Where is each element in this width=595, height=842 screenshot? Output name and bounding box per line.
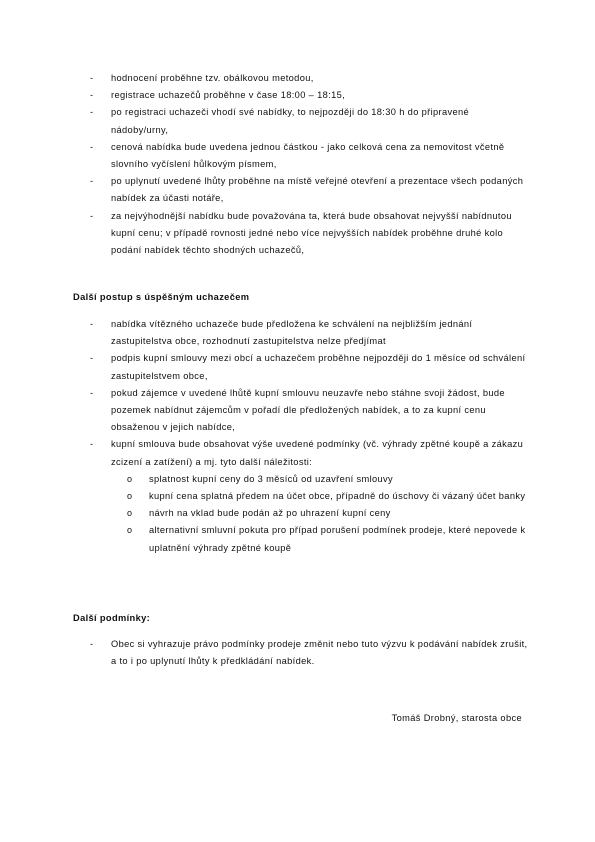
sublist-item bbox=[111, 488, 529, 505]
sublist-item-text: alternativní smluvní pokuta pro případ porušení podmínek prodeje, které nepovede k uplatnění výhrady zpětné koupě bbox=[149, 525, 526, 553]
circle-bullet: o bbox=[127, 508, 133, 519]
list-item bbox=[73, 139, 529, 173]
next-steps-list bbox=[73, 316, 529, 557]
dash-bullet: - bbox=[90, 353, 94, 364]
contract-requirements-sublist bbox=[111, 471, 529, 557]
section-heading-next-steps: Další postup s úspěšným uchazečem bbox=[73, 292, 250, 302]
sublist-item-text: splatnost kupní ceny do 3 měsíců od uzavření smlouvy bbox=[149, 473, 394, 484]
list-item bbox=[73, 350, 529, 384]
circle-bullet: o bbox=[127, 525, 133, 536]
list-item-text: za nejvýhodnější nabídku bude považována ta, která bude obsahovat nejvyšší nabídnutou kupní cenu; v případě rovnosti jedné nebo více nejvyšších nabídek proběhne druhé kolo podání nabídek těchto shodných uchazečů, bbox=[111, 210, 512, 256]
list-item bbox=[73, 87, 529, 104]
list-item-text: registrace uchazečů proběhne v čase 18:00 – 18:15, bbox=[111, 90, 346, 101]
sublist-item-text: návrh na vklad bude podán až po uhrazení kupní ceny bbox=[149, 508, 391, 519]
list-item bbox=[73, 208, 529, 260]
signature-line: Tomáš Drobný, starosta obce bbox=[391, 713, 522, 723]
dash-bullet: - bbox=[90, 176, 94, 187]
circle-bullet: o bbox=[127, 491, 133, 502]
list-item-text: po registraci uchazeči vhodí své nabídky, to nejpozději do 18:30 h do připravené nádoby/urny, bbox=[111, 107, 470, 135]
list-item-text: kupní smlouva bude obsahovat výše uvedené podmínky (vč. výhrady zpětné koupě a zákazu zcizení a zatížení) a mj. tyto další náležitosti: bbox=[111, 439, 524, 467]
section-heading-other-conditions: Další podmínky: bbox=[73, 613, 151, 623]
list-item bbox=[73, 173, 529, 207]
dash-bullet: - bbox=[90, 319, 94, 329]
list-item bbox=[73, 104, 529, 138]
list-item bbox=[73, 385, 529, 437]
dash-bullet: - bbox=[90, 210, 94, 221]
dash-bullet: - bbox=[90, 107, 94, 118]
dash-bullet: - bbox=[90, 73, 94, 83]
dash-bullet: - bbox=[90, 439, 94, 450]
list-item bbox=[73, 436, 529, 556]
sublist-item bbox=[111, 471, 529, 488]
list-item-text: podpis kupní smlouvy mezi obcí a uchazečem proběhne nejpozději do 1 měsíce od schválení zastupitelstvem obce, bbox=[111, 353, 526, 381]
list-item-text: nabídka vítězného uchazeče bude předložena ke schválení na nejbližším jednání zastupitelstva obce, rozhodnutí zastupitelstva nelze předjímat bbox=[111, 319, 473, 347]
sublist-item-text: kupní cena splatná předem na účet obce, případně do úschovy či vázaný účet banky bbox=[149, 491, 526, 502]
list-item-text: po uplynutí uvedené lhůty proběhne na místě veřejné otevření a prezentace všech podaných nabídek za účasti notáře, bbox=[111, 176, 524, 204]
list-item-text: hodnocení proběhne tzv. obálkovou metodou, bbox=[111, 73, 314, 83]
next-steps-block bbox=[73, 316, 529, 557]
conditions-list bbox=[73, 70, 529, 259]
list-item-text: cenová nabídka bude uvedena jednou částkou - jako celková cena za nemovitost včetně slovního vyčíslení hůlkovým písmem, bbox=[111, 141, 505, 170]
dash-bullet: - bbox=[90, 387, 94, 398]
other-conditions-list bbox=[73, 636, 529, 670]
conditions-list-block bbox=[73, 70, 529, 259]
dash-bullet: - bbox=[90, 141, 94, 152]
list-item bbox=[73, 636, 529, 670]
list-item-text: Obec si vyhrazuje právo podmínky prodeje změnit nebo tuto výzvu k podávání nabídek zrušit, a to i po uplynutí lhůty k předkládání nabídek. bbox=[111, 639, 528, 667]
dash-bullet: - bbox=[90, 90, 94, 101]
list-item bbox=[73, 70, 529, 87]
other-conditions-block bbox=[73, 636, 529, 670]
sublist-item bbox=[111, 522, 529, 556]
circle-bullet: o bbox=[127, 473, 133, 484]
list-item-text: pokud zájemce v uvedené lhůtě kupní smlouvu neuzavře nebo stáhne svoji žádost, bude pozemek nabídnut zájemcům v pořadí dle předložených nabídek, a to za kupní cenu obsaženou v jejich nabídce, bbox=[111, 387, 505, 433]
dash-bullet: - bbox=[90, 639, 94, 649]
sublist-item bbox=[111, 505, 529, 522]
list-item bbox=[73, 316, 529, 350]
